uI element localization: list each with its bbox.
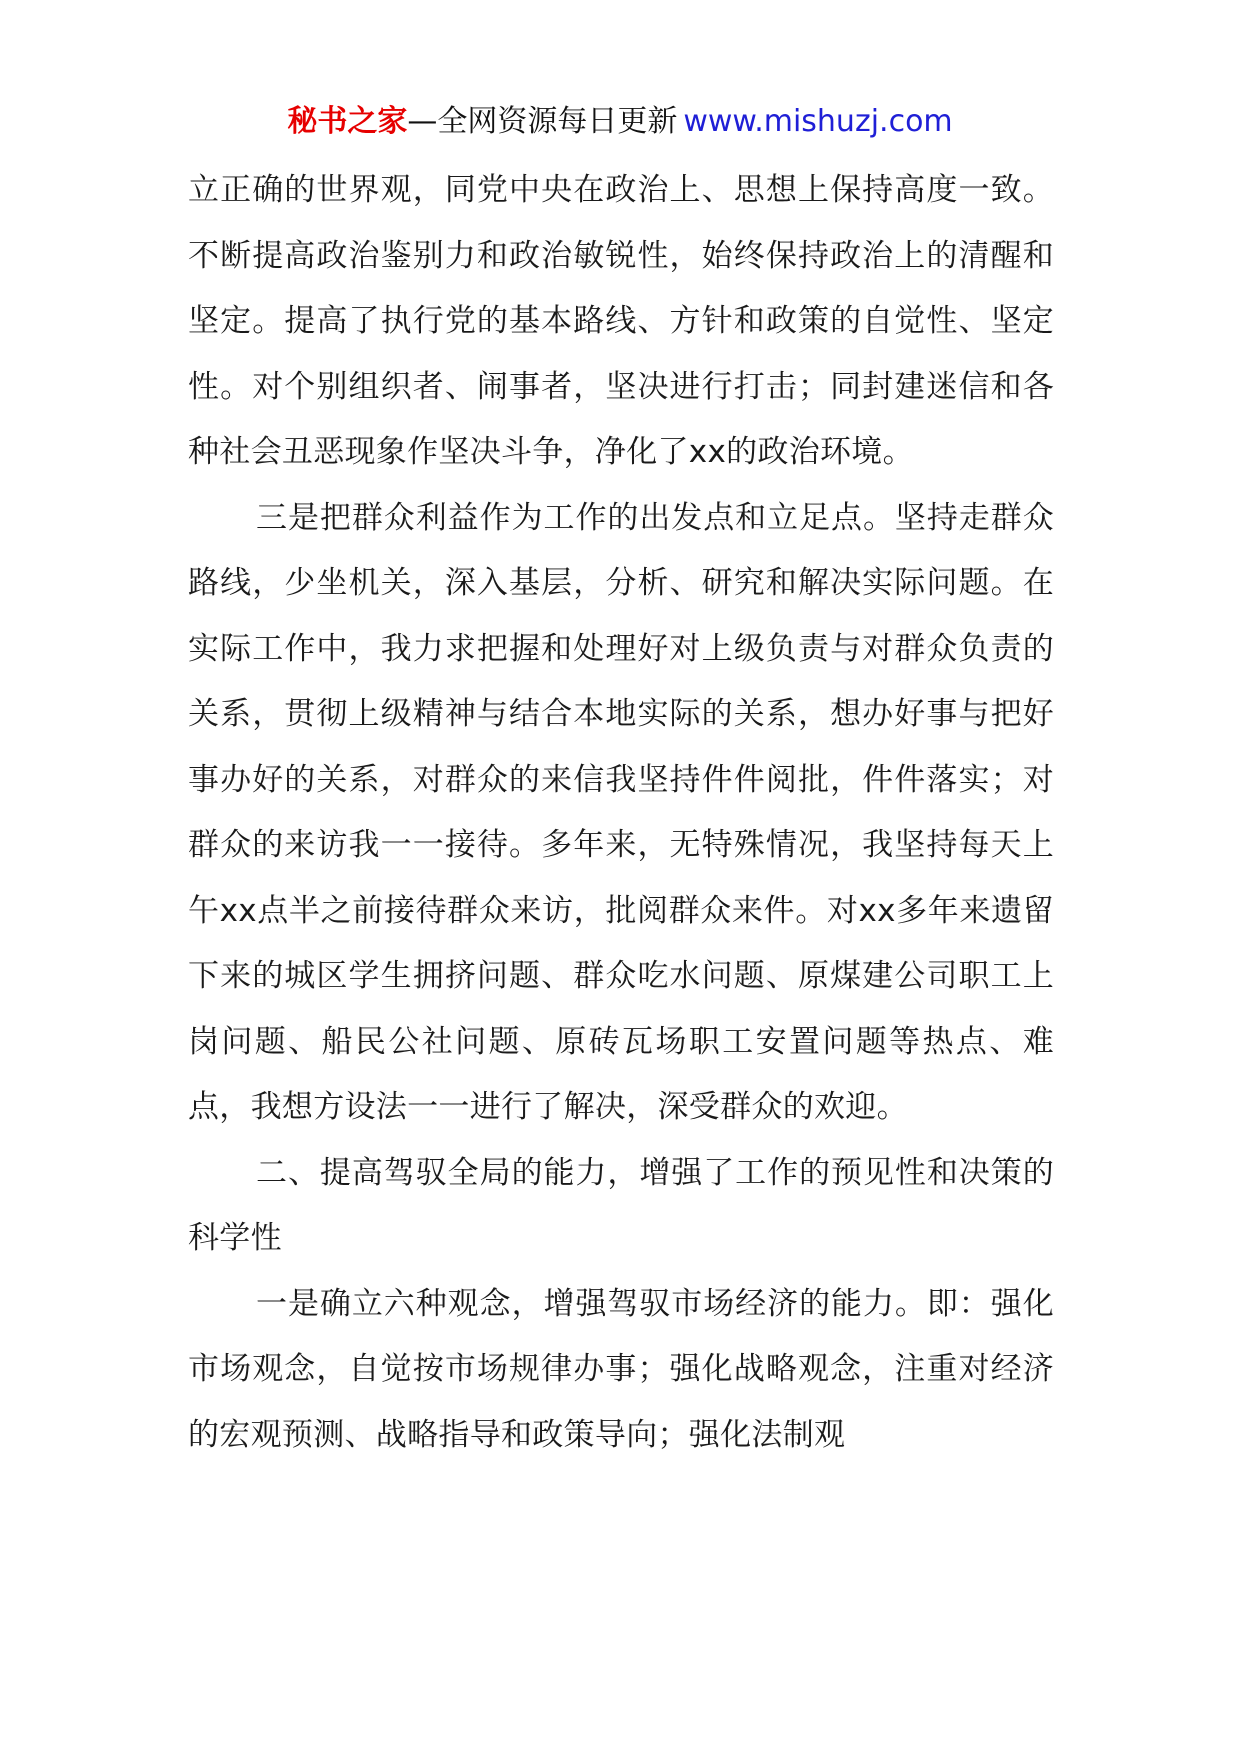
header-site-link[interactable]: www.mishuzj.com <box>683 104 953 139</box>
header-brand: 秘书之家 <box>287 104 408 139</box>
paragraph-point-three: 三是把群众利益作为工作的出发点和立足点。坚持走群众路线，少坐机关，深入基层，分析、研究和解决实际问题。在实际工作中，我力求把握和处理好对上级负责与对群众负责的关系，贯彻上级精神与结合本地实际的关系，想办好事与把好事办好的关系，对群众的来信我坚持件件阅批，件件落实；对群众的来访我一一接待。多年来，无特殊情况，我坚持每天上午xx点半之前接待群众来访，批阅群众来件。对xx多年来遗留下来的城区学生拥挤问题、群众吃水问题、原煤建公司职工上岗问题、船民公社问题、原砖瓦场职工安置问题等热点、难点，我想方设法一一进行了解决，深受群众的欢迎。 <box>188 499 1054 1125</box>
document-body <box>188 158 1054 1468</box>
paragraph-point-one: 一是确立六种观念，增强驾驭市场经济的能力。即：强化市场观念，自觉按市场规律办事；强化战略观念，注重对经济的宏观预测、战略指导和政策导向；强化法制观 <box>188 1285 1054 1453</box>
paragraph-continued: 立正确的世界观，同党中央在政治上、思想上保持高度一致。不断提高政治鉴别力和政治敏锐性，始终保持政治上的清醒和坚定。提高了执行党的基本路线、方针和政策的自觉性、坚定性。对个别组织者、闹事者，坚决进行打击；同封建迷信和各种社会丑恶现象作坚决斗争，净化了xx的政治环境。 <box>188 172 1054 470</box>
section-heading-two: 二、提高驾驭全局的能力，增强了工作的预见性和决策的科学性 <box>188 1154 1054 1256</box>
document-header <box>0 100 1240 144</box>
header-tagline: —全网资源每日更新 <box>407 104 678 139</box>
